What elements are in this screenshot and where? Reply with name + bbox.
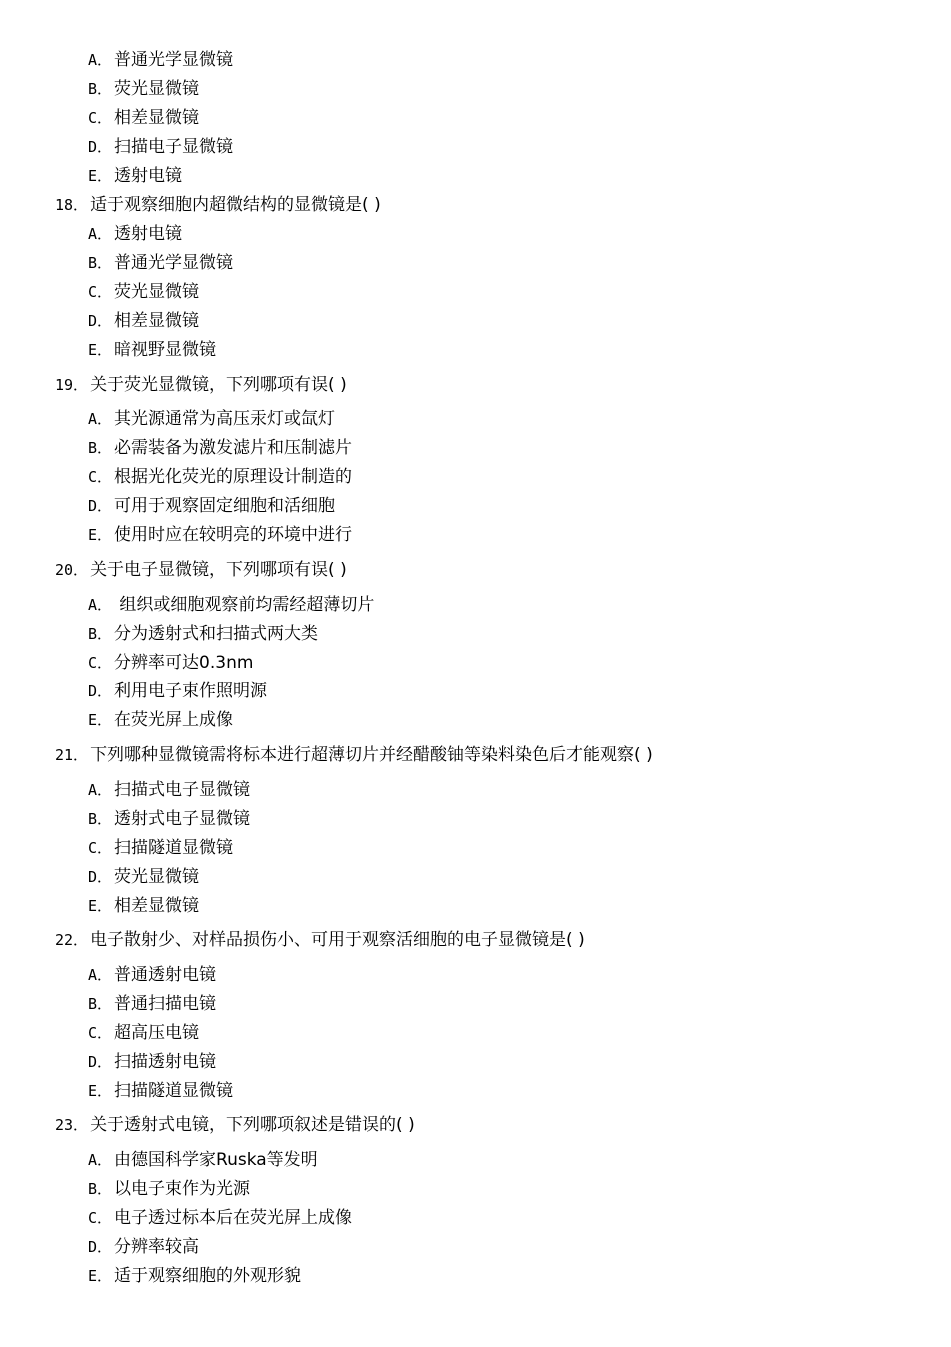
option-text: 必需装备为激发滤片和压制滤片 — [114, 438, 353, 458]
question-number: 19． — [55, 376, 89, 394]
question-number: 20． — [55, 561, 89, 579]
option-text: 暗视野显微镜 — [114, 340, 217, 360]
question-number: 18． — [55, 196, 89, 214]
option-q23-d — [88, 1236, 199, 1258]
option-q17-a — [88, 49, 233, 71]
option-q19-e — [88, 524, 352, 546]
option-text: 荧光显微镜 — [114, 79, 200, 99]
option-q20-a — [88, 594, 374, 616]
option-q19-b — [88, 437, 352, 459]
option-text: 透射式电子显微镜 — [114, 809, 251, 829]
option-label: A． — [88, 225, 113, 243]
question-stem: 适于观察细胞内超微结构的显微镜是( ) — [90, 195, 381, 215]
option-text: 在荧光屏上成像 — [114, 710, 234, 730]
question-23 — [55, 1114, 415, 1136]
option-q17-e — [88, 165, 182, 187]
option-label: B． — [88, 439, 113, 457]
option-label: E． — [88, 341, 113, 359]
option-q22-e — [88, 1080, 233, 1102]
question-21 — [55, 744, 653, 766]
option-text: 相差显微镜 — [114, 896, 200, 916]
option-q17-b — [88, 78, 199, 100]
option-label: B． — [88, 254, 113, 272]
option-q21-a — [88, 779, 250, 801]
option-q21-b — [88, 808, 250, 830]
option-q18-e — [88, 339, 216, 361]
option-label: C． — [88, 1024, 113, 1042]
option-text: 普通光学显微镜 — [114, 253, 234, 273]
option-text: 分辨率较高 — [114, 1237, 200, 1257]
option-label: D． — [88, 868, 113, 886]
option-label: E． — [88, 167, 113, 185]
question-19 — [55, 374, 347, 396]
option-q18-d — [88, 310, 199, 332]
option-text: 荧光显微镜 — [114, 282, 200, 302]
option-q19-a — [88, 408, 335, 430]
option-text: 组织或细胞观察前均需经超薄切片 — [114, 595, 375, 615]
option-text: 普通扫描电镜 — [114, 994, 217, 1014]
option-text: 相差显微镜 — [114, 311, 200, 331]
option-text: 扫描隧道显微镜 — [114, 1081, 234, 1101]
option-label: C． — [88, 1209, 113, 1227]
option-text: 透射电镜 — [114, 224, 183, 244]
option-text: 根据光化荧光的原理设计制造的 — [114, 467, 353, 487]
option-label: B． — [88, 810, 113, 828]
option-text: 分为透射式和扫描式两大类 — [114, 624, 319, 644]
option-label: C． — [88, 109, 113, 127]
option-text: 扫描隧道显微镜 — [114, 838, 234, 858]
option-q17-d — [88, 136, 233, 158]
option-label: D． — [88, 138, 113, 156]
option-q23-e — [88, 1265, 301, 1287]
option-label: C． — [88, 468, 113, 486]
option-text: 电子透过标本后在荧光屏上成像 — [114, 1208, 353, 1228]
option-q23-a — [88, 1149, 318, 1171]
option-label: E． — [88, 1082, 113, 1100]
option-q21-c — [88, 837, 233, 859]
question-22 — [55, 929, 585, 951]
option-q18-b — [88, 252, 233, 274]
option-label: E． — [88, 1267, 113, 1285]
option-q21-d — [88, 866, 199, 888]
option-q22-a — [88, 964, 216, 986]
option-text: 以电子束作为光源 — [114, 1179, 251, 1199]
question-stem: 电子散射少、对样品损伤小、可用于观察活细胞的电子显微镜是( ) — [90, 930, 585, 950]
option-text: 扫描电子显微镜 — [114, 137, 234, 157]
option-q23-c — [88, 1207, 352, 1229]
option-text: 普通光学显微镜 — [114, 50, 234, 70]
option-label: C． — [88, 839, 113, 857]
option-label: D． — [88, 312, 113, 330]
option-label: A． — [88, 410, 113, 428]
option-q20-b — [88, 623, 318, 645]
question-18 — [55, 194, 381, 216]
option-q18-a — [88, 223, 182, 245]
question-number: 21． — [55, 746, 89, 764]
option-text: 适于观察细胞的外观形貌 — [114, 1266, 302, 1286]
question-stem: 关于电子显微镜，下列哪项有误( ) — [90, 560, 347, 580]
option-q22-b — [88, 993, 216, 1015]
option-q19-c — [88, 466, 352, 488]
option-q17-c — [88, 107, 199, 129]
option-label: D． — [88, 497, 113, 515]
option-text: 荧光显微镜 — [114, 867, 200, 887]
option-text: 扫描式电子显微镜 — [114, 780, 251, 800]
option-q19-d — [88, 495, 335, 517]
option-q20-e — [88, 709, 233, 731]
option-label: D． — [88, 1238, 113, 1256]
option-label: B． — [88, 625, 113, 643]
option-label: E． — [88, 711, 113, 729]
option-label: A． — [88, 966, 113, 984]
option-q20-d — [88, 680, 267, 702]
option-q21-e — [88, 895, 199, 917]
option-label: B． — [88, 80, 113, 98]
option-q22-c — [88, 1022, 199, 1044]
option-label: C． — [88, 283, 113, 301]
option-label: D． — [88, 1053, 113, 1071]
option-label: A． — [88, 51, 113, 69]
option-text: 利用电子束作照明源 — [114, 681, 268, 701]
option-text: 扫描透射电镜 — [114, 1052, 217, 1072]
question-number: 22． — [55, 931, 89, 949]
option-text: 可用于观察固定细胞和活细胞 — [114, 496, 336, 516]
option-text: 使用时应在较明亮的环境中进行 — [114, 525, 353, 545]
option-text: 超高压电镜 — [114, 1023, 200, 1043]
question-stem: 关于荧光显微镜，下列哪项有误( ) — [90, 375, 347, 395]
option-text: 相差显微镜 — [114, 108, 200, 128]
option-q18-c — [88, 281, 199, 303]
option-label: A． — [88, 781, 113, 799]
option-label: A． — [88, 1151, 113, 1169]
question-number: 23． — [55, 1116, 89, 1134]
question-stem: 下列哪种显微镜需将标本进行超薄切片并经醋酸铀等染料染色后才能观察( ) — [90, 745, 653, 765]
option-label: B． — [88, 995, 113, 1013]
option-text: 由德国科学家Ruska等发明 — [114, 1150, 318, 1170]
question-stem: 关于透射式电镜，下列哪项叙述是错误的( ) — [90, 1115, 415, 1135]
option-q23-b — [88, 1178, 250, 1200]
option-q20-c — [88, 652, 253, 674]
option-text: 普通透射电镜 — [114, 965, 217, 985]
question-20 — [55, 559, 347, 581]
option-label: B． — [88, 1180, 113, 1198]
option-text: 分辨率可达0.3nm — [114, 653, 254, 673]
option-label: C． — [88, 654, 113, 672]
option-text: 透射电镜 — [114, 166, 183, 186]
option-text: 其光源通常为高压汞灯或氙灯 — [114, 409, 336, 429]
option-label: E． — [88, 897, 113, 915]
option-q22-d — [88, 1051, 216, 1073]
option-label: A． — [88, 596, 113, 614]
option-label: D． — [88, 682, 113, 700]
option-label: E． — [88, 526, 113, 544]
